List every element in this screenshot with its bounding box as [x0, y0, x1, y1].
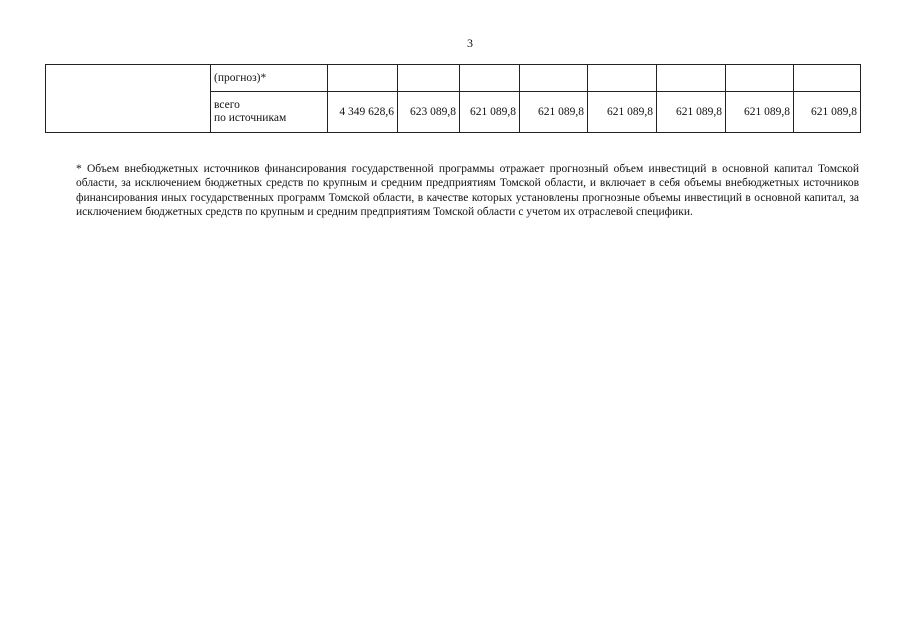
value-cell-year: 621 089,8 — [794, 92, 861, 133]
table-cell-empty — [520, 65, 588, 92]
row-label-total — [211, 92, 328, 133]
page-number: 3 — [467, 36, 473, 50]
table-cell-empty — [794, 65, 861, 92]
table-cell-empty — [588, 65, 657, 92]
table-cell-empty — [726, 65, 794, 92]
value-cell-total: 4 349 628,6 — [328, 92, 398, 133]
value-cell-year: 621 089,8 — [726, 92, 794, 133]
value-cell-year: 621 089,8 — [588, 92, 657, 133]
value-cell-year: 621 089,8 — [520, 92, 588, 133]
value-cell-year: 621 089,8 — [657, 92, 726, 133]
row-label-total-line1: всего — [214, 99, 240, 111]
table-cell-empty — [398, 65, 460, 92]
value-cell-year: 621 089,8 — [460, 92, 520, 133]
row-label-forecast: (прогноз)* — [211, 65, 328, 92]
table-cell-empty — [46, 65, 211, 133]
table-cell-empty — [460, 65, 520, 92]
budget-table — [45, 64, 861, 133]
table-cell-empty — [328, 65, 398, 92]
value-cell-year: 623 089,8 — [398, 92, 460, 133]
footnote: * Объем внебюджетных источников финансирования государственной программы отражает прогнозный объем инвестиций в основной капитал Томской области, за исключением бюджетных средств по крупным и средним предприятиям Томской области, и включает в себя объемы внебюджетных источников финансирования иных государственных программ Томской области, в качестве которых установлены прогнозные объемы инвестиций в основной капитал, за исключением бюджетных средств по крупным и средним предприятиям Томской области с учетом их отраслевой специфики. — [76, 162, 859, 218]
row-label-total-line2: по источникам — [214, 112, 287, 124]
table-row-forecast — [46, 65, 861, 92]
table-cell-empty — [657, 65, 726, 92]
